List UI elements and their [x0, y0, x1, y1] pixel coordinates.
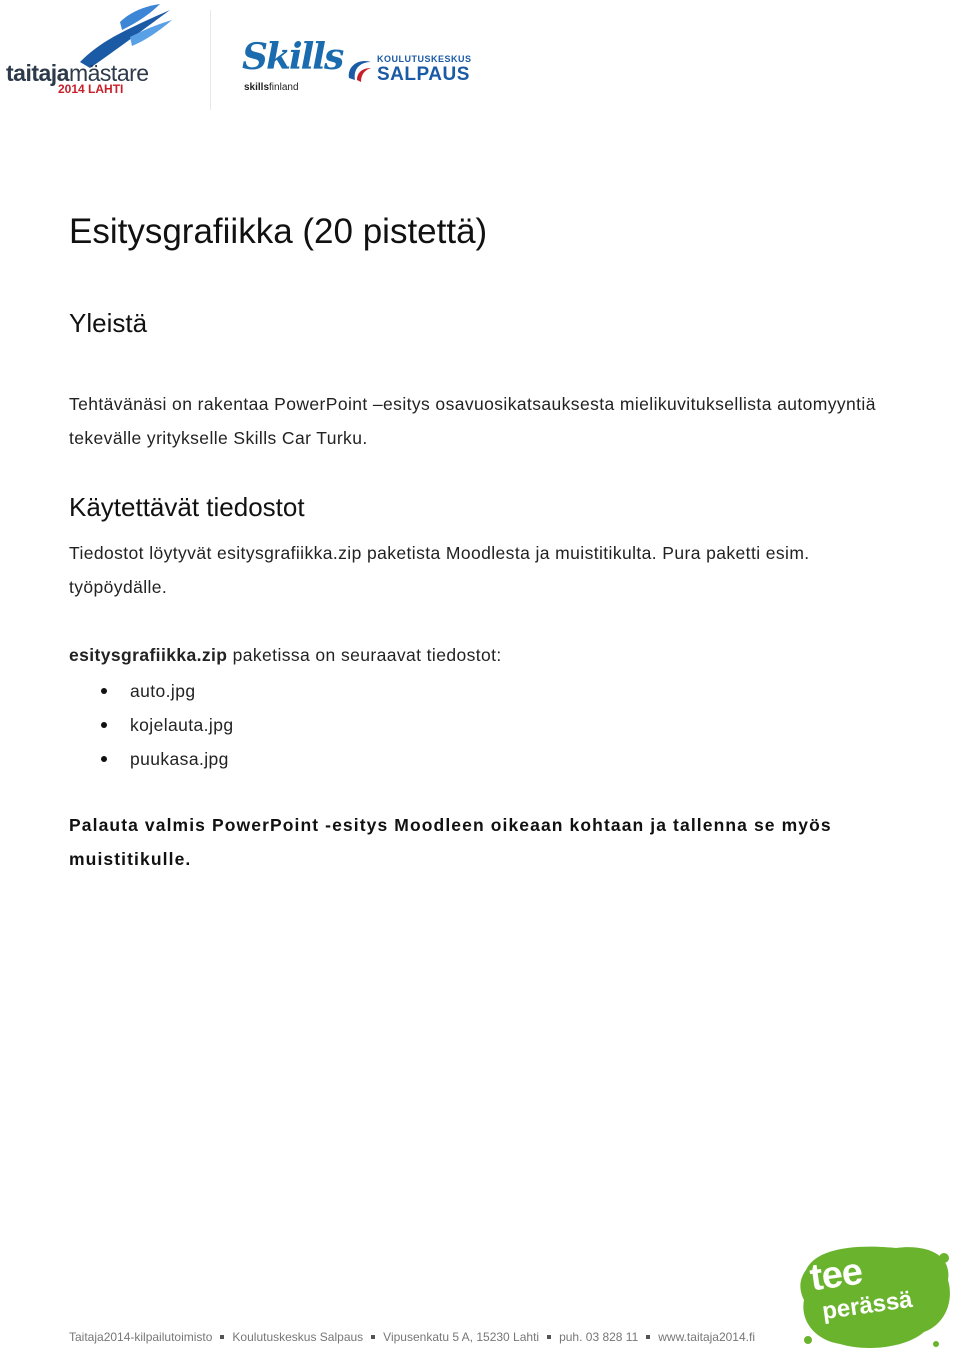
- section-heading-general: Yleistä: [69, 308, 148, 338]
- footer-separator-icon: [646, 1335, 650, 1339]
- salpaus-swoosh-icon: [345, 56, 375, 84]
- salpaus-main-text: SALPAUS: [377, 64, 470, 85]
- closing-instruction: Palauta valmis PowerPoint -esitys Moodleen oikeaan kohtaan ja tallenna se myös muistitikulle.: [69, 815, 832, 869]
- footer-website[interactable]: www.taitaja2014.fi: [658, 1330, 755, 1344]
- list-item: kojelauta.jpg: [69, 708, 233, 742]
- salpaus-top-text: KOULUTUSKESKUS: [377, 54, 472, 64]
- footer-separator-icon: [547, 1335, 551, 1339]
- footer: [69, 1330, 755, 1344]
- bullet-icon: [101, 688, 107, 694]
- footer-separator-icon: [371, 1335, 375, 1339]
- salpaus-logo: [345, 50, 485, 90]
- footer-separator-icon: [220, 1335, 224, 1339]
- perassa-text: perässä: [820, 1285, 915, 1326]
- bullet-icon: [101, 722, 107, 728]
- bullet-icon: [101, 756, 107, 762]
- file-list: [69, 674, 233, 776]
- footer-school: Koulutuskeskus Salpaus: [232, 1330, 364, 1344]
- skills-finland-logo: [238, 36, 343, 100]
- list-item: auto.jpg: [69, 674, 233, 708]
- package-paragraph: esitysgrafiikka.zip paketissa on seuraavat tiedostot:: [69, 645, 502, 665]
- footer-address: Vipusenkatu 5 A, 15230 Lahti: [383, 1330, 540, 1344]
- skills-script: Skills: [242, 36, 343, 78]
- list-item: puukasa.jpg: [69, 742, 233, 776]
- section-heading-files: Käytettävät tiedostot: [69, 492, 305, 522]
- intro-paragraph: Tehtävänäsi on rakentaa PowerPoint –esitys osavuosikatsauksesta mielikuvituksellista automyyntiä tekevälle yritykselle Skills Car Turku.: [69, 394, 876, 448]
- logo-divider: [210, 10, 211, 110]
- page-title: Esitysgrafiikka (20 pistettä): [69, 212, 488, 251]
- tee-perassa-logo: [796, 1240, 956, 1355]
- taitaja-subtitle: 2014 LAHTI: [58, 82, 124, 96]
- tee-text: tee: [807, 1250, 865, 1300]
- footer-office: Taitaja2014-kilpailutoimisto: [69, 1330, 213, 1344]
- footer-phone: puh. 03 828 11: [559, 1330, 639, 1344]
- package-name: esitysgrafiikka.zip: [69, 645, 228, 665]
- files-intro-paragraph: Tiedostot löytyvät esitysgrafiikka.zip paketista Moodlesta ja muistitikulta. Pura paketti esim. työpöydälle.: [69, 543, 810, 597]
- taitaja-logo: [0, 0, 200, 110]
- taitaja-wordmark: taitajamästare: [6, 60, 149, 86]
- skills-subtitle: skillsfinland: [244, 82, 299, 93]
